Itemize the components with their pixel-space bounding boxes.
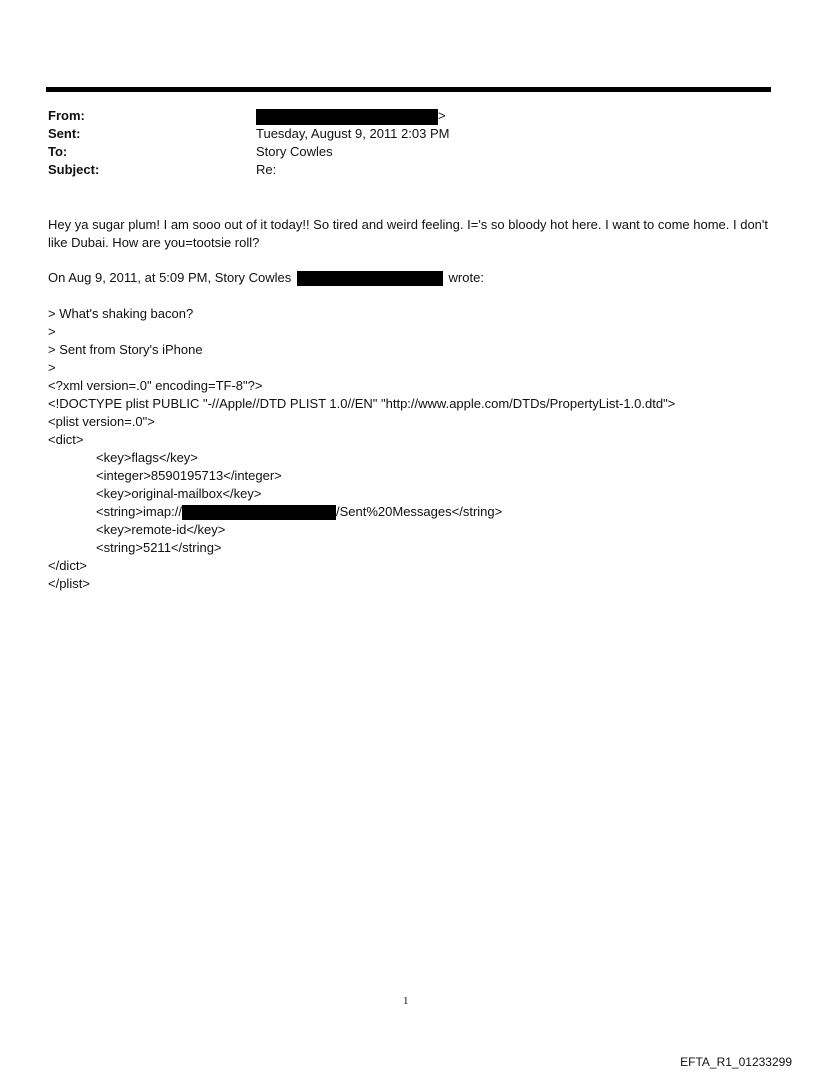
redaction-bar (297, 271, 443, 286)
to-label: To: (48, 144, 68, 159)
dict-line-imap (96, 503, 502, 521)
bates-number: EFTA_R1_01233299 (680, 1055, 792, 1069)
dict-line: <key>remote-id</key> (96, 522, 226, 537)
xml-line: <plist version=.0"> (48, 414, 155, 429)
subject-label: Subject: (48, 162, 100, 177)
xml-line: <?xml version=.0" encoding=TF-8"?> (48, 378, 263, 393)
sent-value: Tuesday, August 9, 2011 2:03 PM (256, 126, 450, 141)
quote-intro-after: wrote: (448, 270, 484, 285)
dict-line: <key>flags</key> (96, 450, 198, 465)
sent-label: Sent: (48, 126, 81, 141)
quote-intro (48, 269, 484, 287)
imap-suffix: /Sent%20Messages</string> (336, 504, 503, 519)
xml-closing-line: </plist> (48, 576, 90, 591)
xml-line: <dict> (48, 432, 84, 447)
xml-closing-line: </dict> (48, 558, 88, 573)
header-rule (46, 87, 771, 92)
dict-line: <string>5211</string> (96, 540, 222, 555)
redaction-bar (256, 109, 438, 125)
subject-value: Re: (256, 162, 277, 177)
quote-intro-before: On Aug 9, 2011, at 5:09 PM, Story Cowles (48, 270, 292, 285)
from-label: From: (48, 108, 85, 123)
dict-line: <key>original-mailbox</key> (96, 486, 262, 501)
imap-prefix: <string>imap:// (96, 504, 182, 519)
from-value-suffix: > (438, 108, 446, 123)
to-value: Story Cowles (256, 144, 333, 159)
quoted-line: > (48, 360, 56, 375)
quoted-line: > Sent from Story's iPhone (48, 342, 203, 357)
quoted-line: > (48, 324, 56, 339)
from-value (256, 107, 446, 125)
page-number: 1 (403, 995, 409, 1007)
dict-line: <integer>8590195713</integer> (96, 468, 282, 483)
quoted-line: > What's shaking bacon? (48, 306, 194, 321)
xml-line: <!DOCTYPE plist PUBLIC "-//Apple//DTD PLIST 1.0//EN" "http://www.apple.com/DTDs/PropertyList-1.0.dtd"> (48, 396, 676, 411)
redaction-bar (182, 505, 336, 520)
message-body: Hey ya sugar plum! I am sooo out of it today!! So tired and weird feeling. I='s so bloody hot here. I want to come home. I don't like Dubai. How are you=tootsie roll? (48, 217, 768, 250)
